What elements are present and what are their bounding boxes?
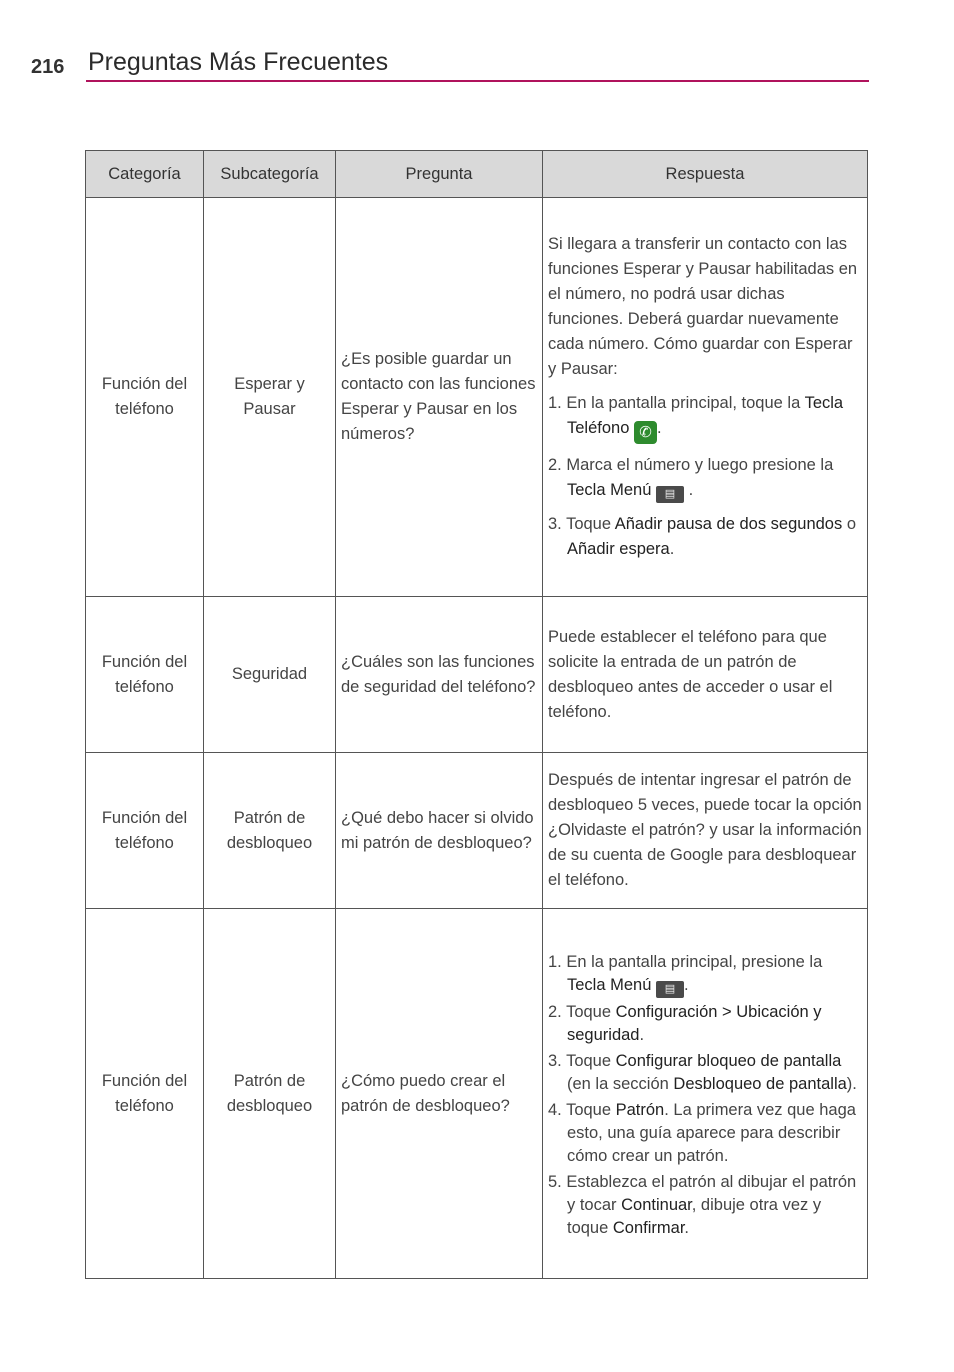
step-text: Toque [566, 515, 612, 533]
title-divider [86, 80, 869, 82]
faq-table [85, 150, 868, 1279]
step-text: Marca el número y luego presione la [566, 456, 834, 474]
step-after: . [639, 1025, 645, 1044]
step-number: 5. [548, 1172, 562, 1191]
page-title: Preguntas Más Frecuentes [88, 48, 389, 76]
list-item [548, 1171, 862, 1240]
header-question: Pregunta [336, 151, 543, 198]
subcategory-cell: Patrón de desbloqueo [204, 753, 336, 909]
step-bold: Tecla Menú [567, 975, 652, 994]
category-cell: Función del teléfono [86, 753, 204, 909]
step-after: . [656, 419, 662, 437]
step-bold: Configuración > Ubicación y seguridad [567, 1002, 822, 1044]
step-mid: (en la sección [567, 1074, 669, 1093]
step-text: En la pantalla principal, toque la [566, 394, 801, 412]
header-subcategory: Subcategoría [204, 151, 336, 198]
step-text: En la pantalla principal, presione la [566, 952, 823, 971]
subcategory-cell: Esperar y Pausar [204, 198, 336, 597]
table-header-row [86, 151, 868, 198]
step-bold: Patrón [615, 1100, 665, 1119]
step-after: . [669, 540, 675, 558]
answer-cell [543, 909, 868, 1279]
step-text: Establezca el patrón al dibujar el patrón y tocar [566, 1172, 857, 1214]
category-cell: Función del teléfono [86, 198, 204, 597]
step-after: . [684, 1218, 690, 1237]
answer-cell [543, 198, 868, 597]
menu-icon: ▤ [656, 486, 684, 503]
answer-intro: Si llegara a transferir un contacto con las funciones Esperar y Pausar habilitadas en el número, no podrá usar dichas funciones. Deberá guardar nuevamente cada número. Cómo guardar con Esperar y Pausar: [548, 235, 858, 378]
page-number: 216 [31, 56, 65, 78]
step-after: . [683, 975, 689, 994]
step-bold: Tecla Menú [567, 481, 652, 499]
subcategory-cell: Patrón de desbloqueo [204, 909, 336, 1279]
step-number: 2. [548, 1002, 562, 1021]
list-item [548, 1050, 862, 1096]
step-mid: o [846, 515, 857, 533]
step-bold: Configurar bloqueo de pantalla [615, 1051, 842, 1070]
step-text: Toque [566, 1002, 612, 1021]
step-bold: Añadir espera [567, 540, 670, 558]
step-mid: , dibuje otra vez y toque [567, 1195, 822, 1237]
step-number: 4. [548, 1100, 562, 1119]
step-bold: Añadir pausa de dos segundos [614, 515, 843, 533]
list-item [548, 453, 862, 503]
steps-list [548, 951, 862, 1240]
list-item [548, 512, 862, 562]
question-cell: ¿Es posible guardar un contacto con las funciones Esperar y Pausar en los números? [336, 198, 543, 597]
category-cell: Función del teléfono [86, 909, 204, 1279]
question-cell: ¿Cuáles son las funciones de seguridad del teléfono? [336, 597, 543, 753]
step-after: ). [846, 1074, 857, 1093]
table-row [86, 753, 868, 909]
step-bold: Tecla Teléfono [567, 394, 844, 437]
question-cell: ¿Qué debo hacer si olvido mi patrón de desbloqueo? [336, 753, 543, 909]
header-category: Categoría [86, 151, 204, 198]
list-item [548, 951, 862, 998]
step-number: 1. [548, 394, 562, 412]
table-row [86, 198, 868, 597]
table-row [86, 597, 868, 753]
step-bold: Confirmar [612, 1218, 685, 1237]
list-item [548, 391, 862, 444]
step-after: . La primera vez que haga esto, una guía aparece para describir cómo crear un patrón. [567, 1100, 856, 1165]
step-number: 3. [548, 1051, 562, 1070]
step-bold: Continuar [621, 1195, 692, 1214]
step-number: 1. [548, 952, 562, 971]
table-row [86, 909, 868, 1279]
list-item [548, 1099, 862, 1168]
answer-cell: Después de intentar ingresar el patrón de desbloqueo 5 veces, puede tocar la opción ¿Olvidaste el patrón? y usar la información de su cuenta de Google para desbloquear el teléfono. [543, 753, 868, 909]
header-answer: Respuesta [543, 151, 868, 198]
phone-icon: ✆ [634, 421, 657, 444]
step-text: Toque [566, 1100, 612, 1119]
menu-icon: ▤ [656, 981, 684, 998]
step-after: . [688, 481, 694, 499]
step-text: Toque [566, 1051, 612, 1070]
question-cell: ¿Cómo puedo crear el patrón de desbloqueo? [336, 909, 543, 1279]
list-item [548, 1001, 862, 1047]
step-bold: Desbloqueo de pantalla [673, 1074, 847, 1093]
category-cell: Función del teléfono [86, 597, 204, 753]
steps-list [548, 391, 862, 562]
answer-cell: Puede establecer el teléfono para que solicite la entrada de un patrón de desbloqueo antes de acceder o usar el teléfono. [543, 597, 868, 753]
step-number: 2. [548, 456, 562, 474]
subcategory-cell: Seguridad [204, 597, 336, 753]
step-number: 3. [548, 515, 562, 533]
